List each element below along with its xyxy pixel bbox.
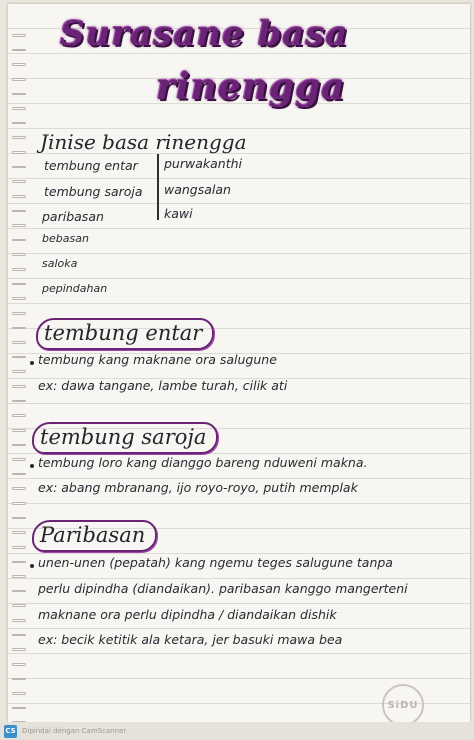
bullet xyxy=(30,564,34,568)
section-line: ex: becik ketitik ala ketara, jer basuki mawa bea xyxy=(38,632,343,647)
page-title-line-1: Surasane basa xyxy=(60,14,349,54)
notebook-logo: SiDU xyxy=(382,684,424,722)
section-title-paribasan: Paribasan xyxy=(32,520,157,552)
jinise-left-item: pepindahan xyxy=(42,282,108,295)
section-line: perlu dipindha (diandaikan). paribasan kanggo mangerteni xyxy=(38,581,408,596)
scanner-footer xyxy=(0,722,474,740)
jinise-left-item: tembung entar xyxy=(44,158,138,173)
section-line: tembung loro kang dianggo bareng nduweni makna. xyxy=(38,455,368,470)
section-line: tembung kang maknane ora salugune xyxy=(38,352,277,367)
scanner-footer-text: Dipindai dengan CamScanner xyxy=(22,727,127,735)
camscanner-icon: CS xyxy=(4,725,17,738)
jinise-heading: Jinise basa rinengga xyxy=(40,130,247,154)
notebook-page xyxy=(8,4,470,722)
section-line: maknane ora perlu dipindha / diandaikan dishik xyxy=(38,607,337,622)
jinise-left-item: saloka xyxy=(42,257,78,270)
spiral-binding xyxy=(8,34,30,722)
section-line: ex: abang mbranang, ijo royo-royo, putih memplak xyxy=(38,480,358,495)
jinise-left-item: bebasan xyxy=(42,232,89,245)
section-title-tembung-entar: tembung entar xyxy=(36,318,214,350)
column-divider xyxy=(157,154,159,220)
jinise-left-item: tembung saroja xyxy=(44,184,143,199)
jinise-right-item: wangsalan xyxy=(164,182,231,197)
page-title-line-2: rinengga xyxy=(156,66,346,108)
jinise-left-item: paribasan xyxy=(42,209,104,224)
jinise-right-item: purwakanthi xyxy=(164,156,242,171)
jinise-right-item: kawi xyxy=(164,206,193,221)
section-title-tembung-saroja: tembung saroja xyxy=(32,422,218,454)
bullet xyxy=(30,361,34,365)
bullet xyxy=(30,464,34,468)
section-line: ex: dawa tangane, lambe turah, cilik ati xyxy=(38,378,288,393)
section-line: unen-unen (pepatah) kang ngemu teges salugune tanpa xyxy=(38,555,393,570)
